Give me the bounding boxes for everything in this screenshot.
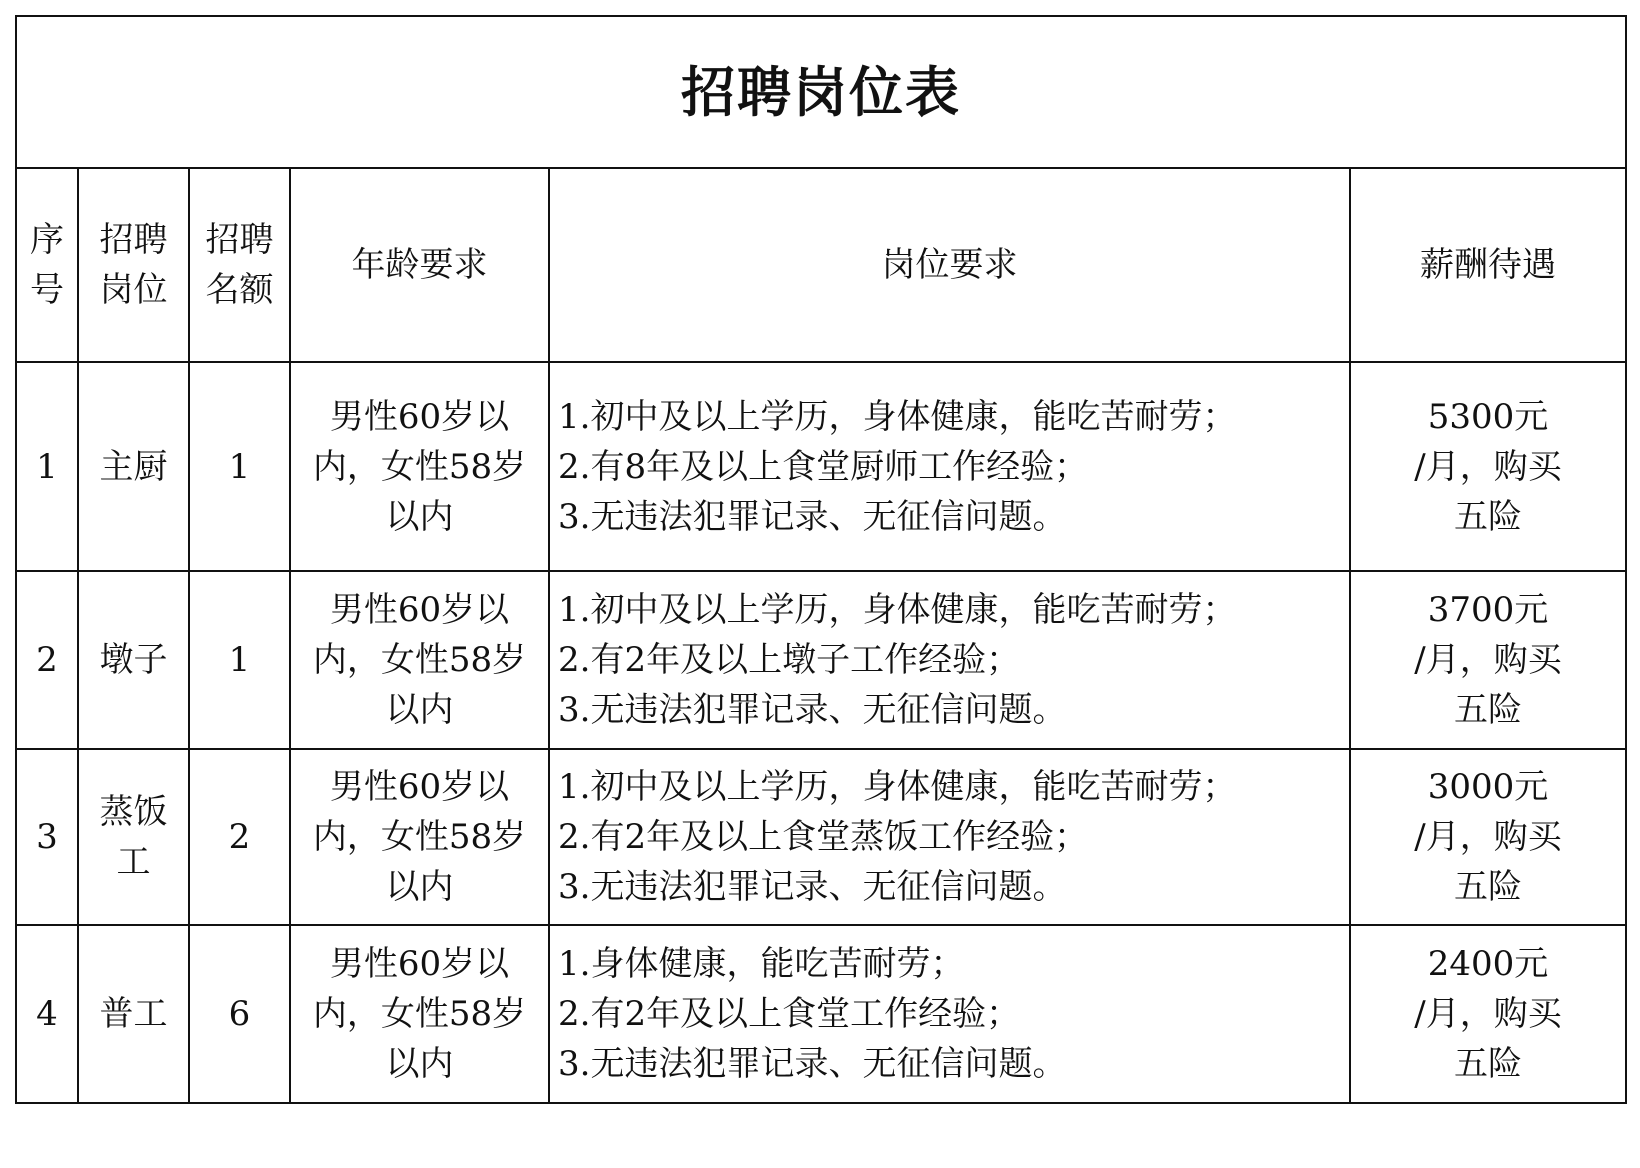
cell-requirements: 1.初中及以上学历，身体健康，能吃苦耐劳； 2.有2年及以上墩子工作经验； 3.无违法犯罪记录、无征信问题。	[549, 571, 1350, 749]
cell-age: 男性60岁以 内，女性58岁 以内	[290, 925, 549, 1103]
cell-salary: 5300元 /月，购买 五险	[1350, 362, 1626, 571]
cell-salary: 2400元 /月，购买 五险	[1350, 925, 1626, 1103]
header-age: 年龄要求	[290, 168, 549, 362]
cell-age: 男性60岁以 内，女性58岁 以内	[290, 749, 549, 925]
cell-quota: 1	[189, 571, 290, 749]
cell-salary: 3700元 /月，购买 五险	[1350, 571, 1626, 749]
cell-salary: 3000元 /月，购买 五险	[1350, 749, 1626, 925]
cell-requirements: 1.初中及以上学历，身体健康，能吃苦耐劳； 2.有8年及以上食堂厨师工作经验； 3.无违法犯罪记录、无征信问题。	[549, 362, 1350, 571]
table-row	[16, 362, 1626, 571]
cell-position: 蒸饭 工	[78, 749, 189, 925]
recruitment-table	[15, 15, 1627, 1104]
cell-quota: 6	[189, 925, 290, 1103]
cell-index: 3	[16, 749, 78, 925]
cell-age: 男性60岁以 内，女性58岁 以内	[290, 571, 549, 749]
cell-position: 墩子	[78, 571, 189, 749]
table-title: 招聘岗位表	[16, 16, 1626, 168]
cell-index: 4	[16, 925, 78, 1103]
table-row	[16, 571, 1626, 749]
cell-quota: 2	[189, 749, 290, 925]
header-index: 序 号	[16, 168, 78, 362]
header-position: 招聘 岗位	[78, 168, 189, 362]
cell-requirements: 1.初中及以上学历，身体健康，能吃苦耐劳； 2.有2年及以上食堂蒸饭工作经验； 3.无违法犯罪记录、无征信问题。	[549, 749, 1350, 925]
cell-index: 2	[16, 571, 78, 749]
cell-position: 主厨	[78, 362, 189, 571]
cell-quota: 1	[189, 362, 290, 571]
header-row	[16, 168, 1626, 362]
table-row	[16, 925, 1626, 1103]
header-quota: 招聘 名额	[189, 168, 290, 362]
header-salary: 薪酬待遇	[1350, 168, 1626, 362]
header-requirements: 岗位要求	[549, 168, 1350, 362]
table-row	[16, 749, 1626, 925]
cell-requirements: 1.身体健康，能吃苦耐劳； 2.有2年及以上食堂工作经验； 3.无违法犯罪记录、无征信问题。	[549, 925, 1350, 1103]
cell-age: 男性60岁以 内，女性58岁 以内	[290, 362, 549, 571]
cell-index: 1	[16, 362, 78, 571]
cell-position: 普工	[78, 925, 189, 1103]
